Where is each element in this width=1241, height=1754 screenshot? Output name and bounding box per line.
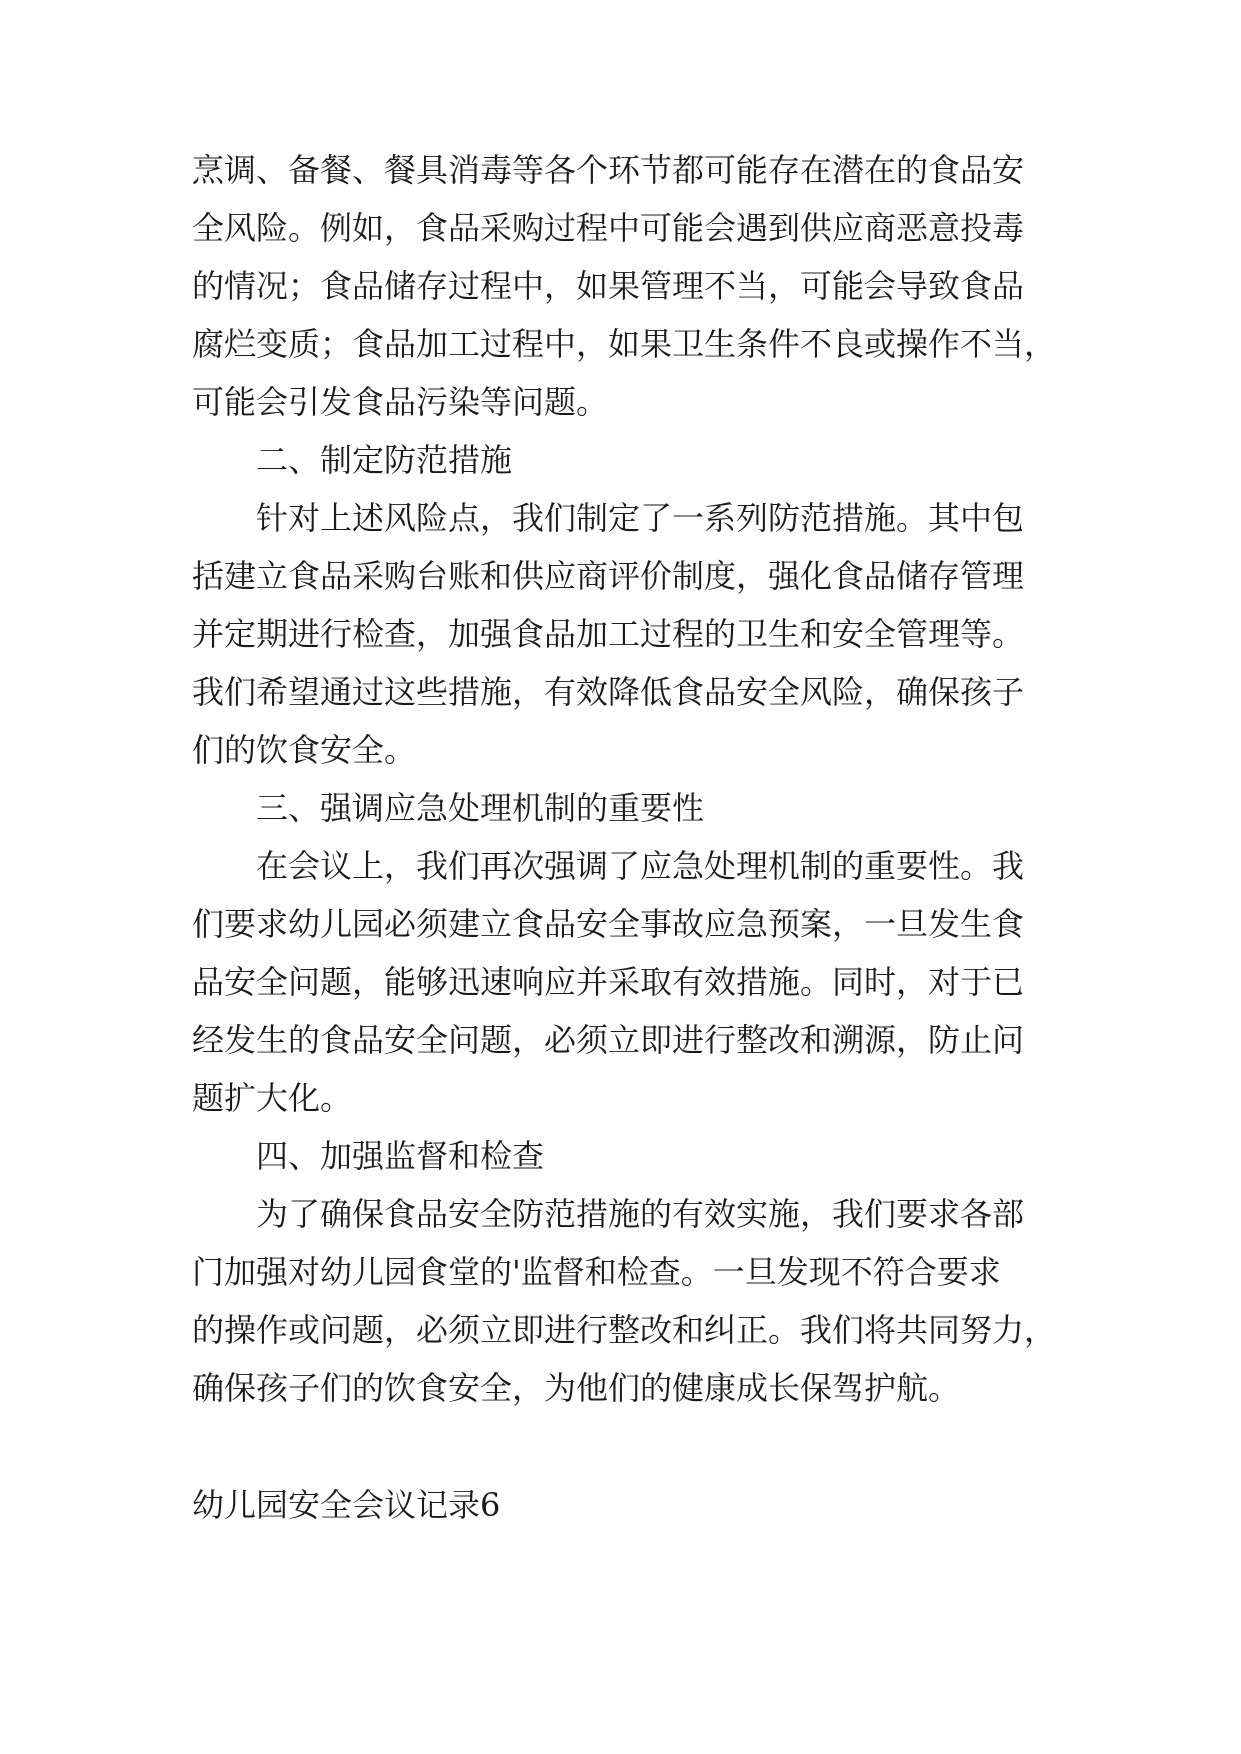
paragraph-3-line-3: 品安全问题，能够迅速响应并采取有效措施。同时，对于已 (192, 963, 1025, 1001)
paragraph-1-line-2: 全风险。例如，食品采购过程中可能会遇到供应商恶意投毒 (192, 209, 1025, 247)
paragraph-3-line-4: 经发生的食品安全问题，必须立即进行整改和溯源，防止问 (192, 1021, 1025, 1059)
paragraph-3-line-2: 们要求幼儿园必须建立食品安全事故应急预案，一旦发生食 (192, 905, 1025, 943)
paragraph-3-line-5: 题扩大化。 (192, 1079, 353, 1117)
paragraph-2-line-4: 我们希望通过这些措施，有效降低食品安全风险，确保孩子 (192, 673, 1025, 711)
paragraph-4-line-1: 为了确保食品安全防范措施的有效实施，我们要求各部 (256, 1195, 1025, 1233)
paragraph-2-line-2: 括建立食品采购台账和供应商评价制度，强化食品储存管理 (192, 557, 1025, 595)
paragraph-1-line-3: 的情况；食品储存过程中，如果管理不当，可能会导致食品 (192, 267, 1025, 305)
paragraph-4-line-4: 确保孩子们的饮食安全，为他们的健康成长保驾护航。 (192, 1369, 961, 1407)
section-heading-2: 二、制定防范措施 (256, 441, 513, 479)
section-heading-3: 三、强调应急处理机制的重要性 (256, 789, 705, 827)
paragraph-4-line-2: 门加强对幼儿园食堂的'监督和检查。一旦发现不符合要求 (192, 1253, 1001, 1291)
section-heading-4: 四、加强监督和检查 (256, 1137, 545, 1175)
paragraph-3-line-1: 在会议上，我们再次强调了应急处理机制的重要性。我 (256, 847, 1025, 885)
paragraph-2-line-1: 针对上述风险点，我们制定了一系列防范措施。其中包 (256, 499, 1025, 537)
paragraph-1-line-1: 烹调、备餐、餐具消毒等各个环节都可能存在潜在的食品安 (192, 151, 1025, 189)
paragraph-2-line-5: 们的饮食安全。 (192, 731, 417, 769)
paragraph-1-line-4: 腐烂变质；食品加工过程中，如果卫生条件不良或操作不当， (192, 325, 1057, 363)
next-document-title: 幼儿园安全会议记录6 (192, 1486, 501, 1524)
paragraph-1-line-5: 可能会引发食品污染等问题。 (192, 383, 609, 421)
paragraph-2-line-3: 并定期进行检查，加强食品加工过程的卫生和安全管理等。 (192, 615, 1025, 653)
paragraph-4-line-3: 的操作或问题，必须立即进行整改和纠正。我们将共同努力， (192, 1311, 1057, 1349)
